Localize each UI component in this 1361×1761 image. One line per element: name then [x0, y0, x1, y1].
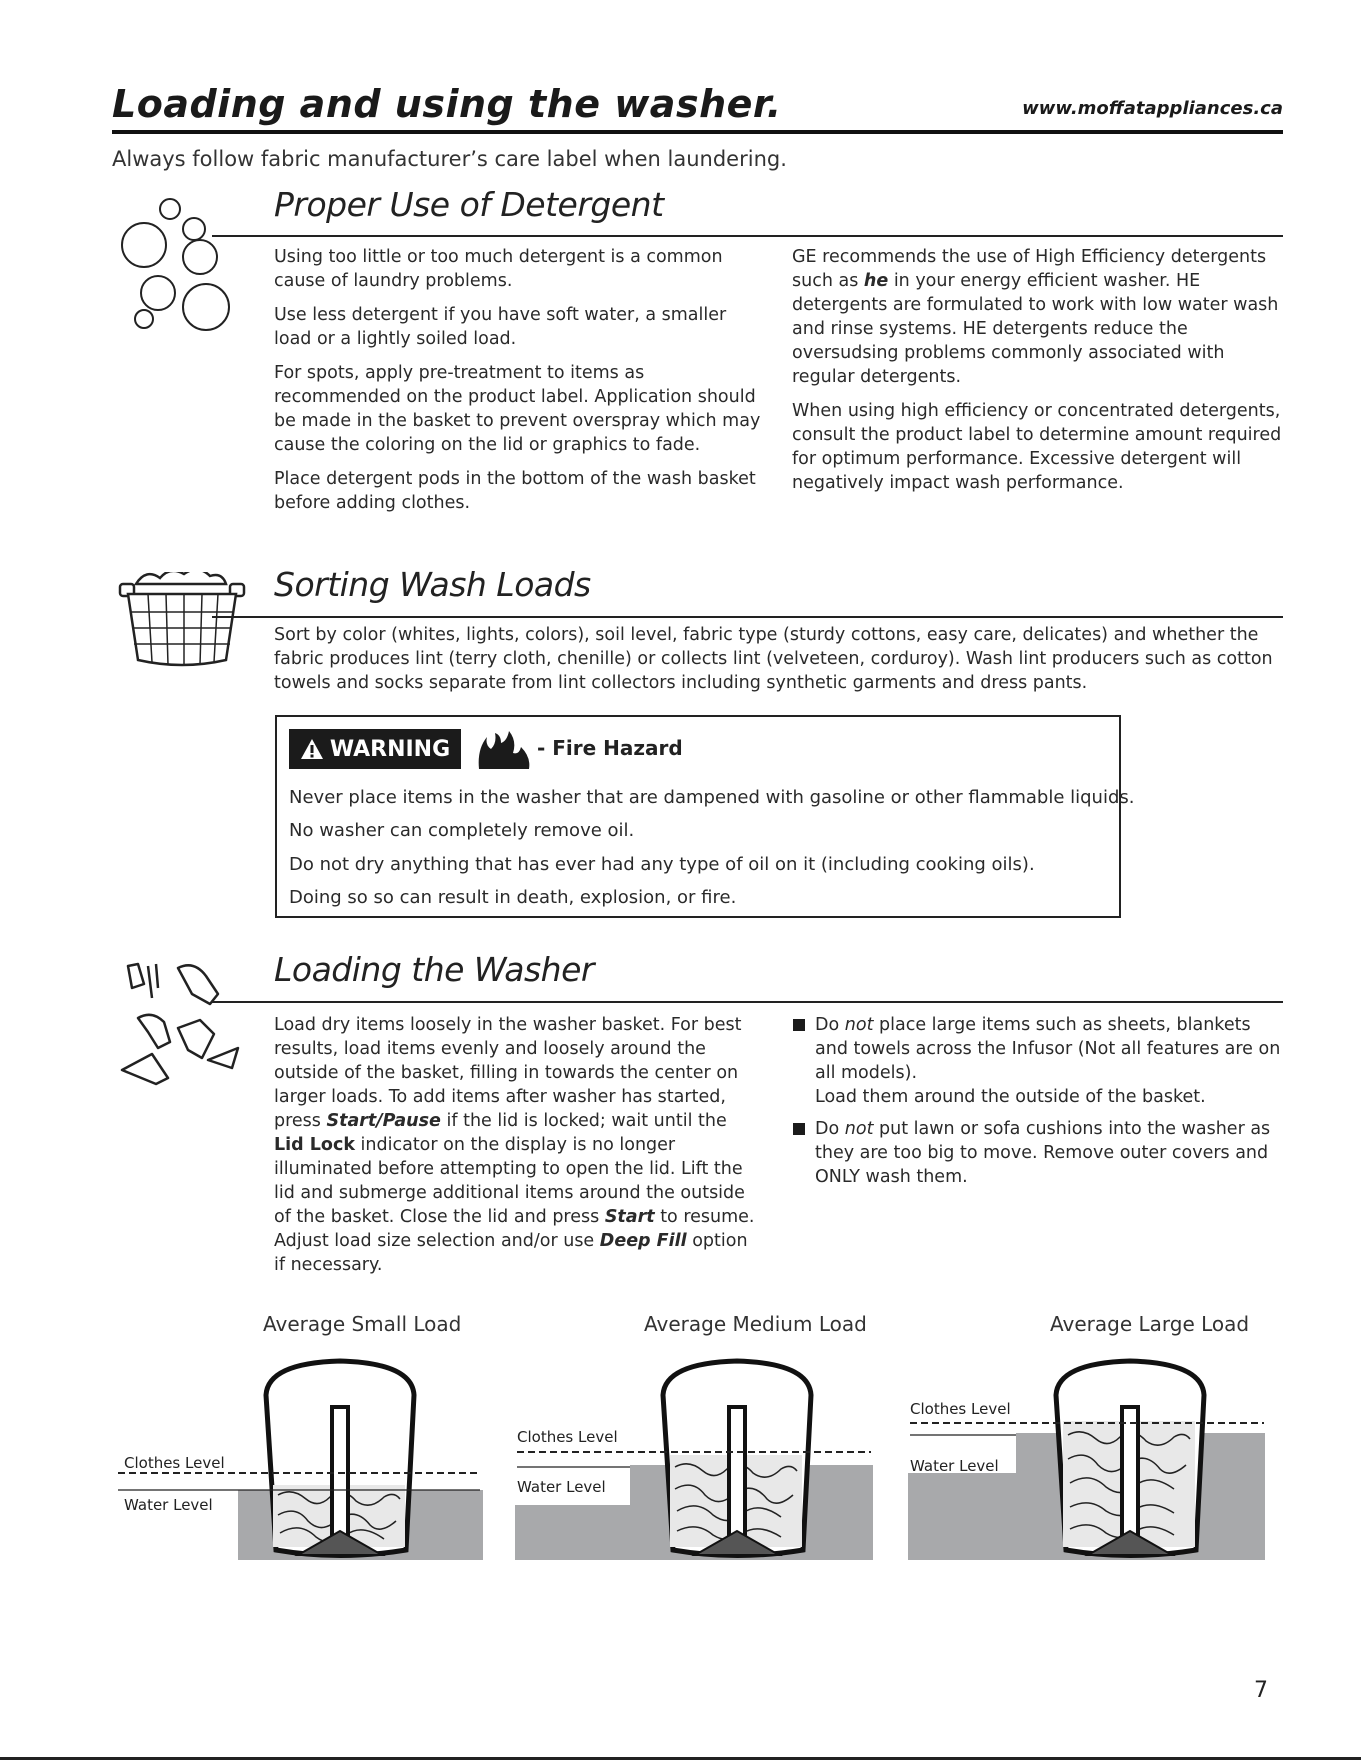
footer-rule	[0, 1757, 1361, 1760]
start-term: Start	[604, 1207, 655, 1227]
bullet-square	[793, 1019, 805, 1031]
warning-line: No washer can completely remove oil.	[289, 820, 635, 841]
small-load-caption: Average Small Load	[263, 1312, 462, 1336]
paragraph: Load them around the outside of the basket.	[815, 1087, 1206, 1107]
page-title: Loading and using the washer.	[112, 82, 782, 126]
warning-line: Never place items in the washer that are dampened with gasoline or other flammable liquids.	[289, 787, 1135, 808]
bubbles-icon	[118, 195, 248, 335]
small-clothes-level-label: Clothes Level	[124, 1454, 225, 1472]
paragraph: Load dry items loosely in the washer basket. For best results, load items evenly and loosely around the outside of the basket, filling in towards the center on larger loads. To add items after washer has started, press Start/Pause if the lid is locked; wait until the Lid Lock indicator on the display is no longer illuminated before attempting to open the lid. Lift the lid and submerge additional items around the outside of the basket. Close the lid and press Start to resume. Adjust load size selection and/or use Deep Fill option if necessary.	[274, 1015, 755, 1275]
paragraph: Using too little or too much detergent is a common cause of laundry problems.	[274, 247, 723, 291]
intro-text: Always follow fabric manufacturer’s care label when laundering.	[112, 147, 787, 171]
bullet-square	[793, 1123, 805, 1135]
page-number: 7	[1254, 1678, 1268, 1703]
laundry-basket-icon	[118, 572, 248, 672]
medium-water-level-label: Water Level	[517, 1478, 606, 1496]
large-water-level-label: Water Level	[910, 1457, 999, 1475]
fire-hazard-label: - Fire Hazard	[537, 736, 683, 760]
warning-line: Doing so so can result in death, explosion, or fire.	[289, 887, 737, 908]
paragraph: Use less detergent if you have soft water, a smaller load or a lightly soiled load.	[274, 305, 727, 349]
paragraph: Place detergent pods in the bottom of the wash basket before adding clothes.	[274, 469, 756, 513]
fire-icon	[475, 727, 533, 771]
warning-triangle-icon	[300, 738, 324, 760]
large-clothes-level-label: Clothes Level	[910, 1400, 1011, 1418]
loading-section-title: Loading the Washer	[274, 950, 594, 989]
paragraph: Sort by color (whites, lights, colors), soil level, fabric type (sturdy cottons, easy care, delicates) and whether the fabric produces lint (terry cloth, chenille) or collects lint (velveteen, corduroy). Wash lint producers such as cotton towels and socks separate from lint collectors including synthetic garments and dress pants.	[274, 625, 1273, 693]
bullet-item	[793, 1117, 1283, 1189]
lid-lock-term: Lid Lock	[274, 1135, 355, 1155]
section-rule	[212, 1001, 1283, 1003]
title-rule	[112, 130, 1283, 134]
medium-load-diagram	[515, 1355, 873, 1565]
sorting-section-title: Sorting Wash Loads	[274, 565, 591, 604]
detergent-section-title: Proper Use of Detergent	[274, 185, 664, 224]
paragraph: Do not put lawn or sofa cushions into the washer as they are too big to move. Remove outer covers and ONLY wash them.	[815, 1119, 1271, 1187]
start-pause-term: Start/Pause	[326, 1111, 441, 1131]
section-rule	[212, 235, 1283, 237]
bullet-item	[793, 1013, 1283, 1109]
website-url: www.moffatappliances.ca	[1022, 98, 1283, 119]
medium-clothes-level-label: Clothes Level	[517, 1428, 618, 1446]
deep-fill-term: Deep Fill	[599, 1231, 687, 1251]
large-load-caption: Average Large Load	[1050, 1312, 1250, 1336]
sorting-text-block	[274, 623, 1279, 705]
medium-load-caption: Average Medium Load	[644, 1312, 867, 1336]
paragraph: When using high efficiency or concentrated detergents, consult the product label to determine amount required for optimum performance. Excessive detergent will negatively impact wash performance.	[792, 401, 1282, 493]
warning-label: WARNING	[289, 729, 461, 769]
detergent-left-column	[274, 245, 764, 525]
warning-line: Do not dry anything that has ever had any type of oil on it (including cooking oils).	[289, 854, 1035, 875]
small-water-level-label: Water Level	[124, 1496, 213, 1514]
clothes-pile-icon	[118, 958, 248, 1086]
detergent-right-column	[792, 245, 1282, 505]
paragraph: Do not place large items such as sheets, blankets and towels across the Infusor (Not all features are on all models).	[815, 1015, 1281, 1083]
he-logo-text: he	[863, 271, 889, 291]
paragraph: GE recommends the use of High Efficiency detergents such as he in your energy efficient washer. HE detergents are formulated to work with low water wash and rinse systems. HE detergents reduce the oversudsing problems commonly associated with regular detergents.	[792, 247, 1279, 387]
section-rule	[212, 616, 1283, 618]
warning-box	[275, 715, 1135, 918]
loading-left-column	[274, 1013, 760, 1287]
loading-right-column	[793, 1013, 1283, 1189]
paragraph: For spots, apply pre-treatment to items as recommended on the product label. Application should be made in the basket to prevent overspray which may cause the coloring on the lid or graphics to fade.	[274, 363, 761, 455]
